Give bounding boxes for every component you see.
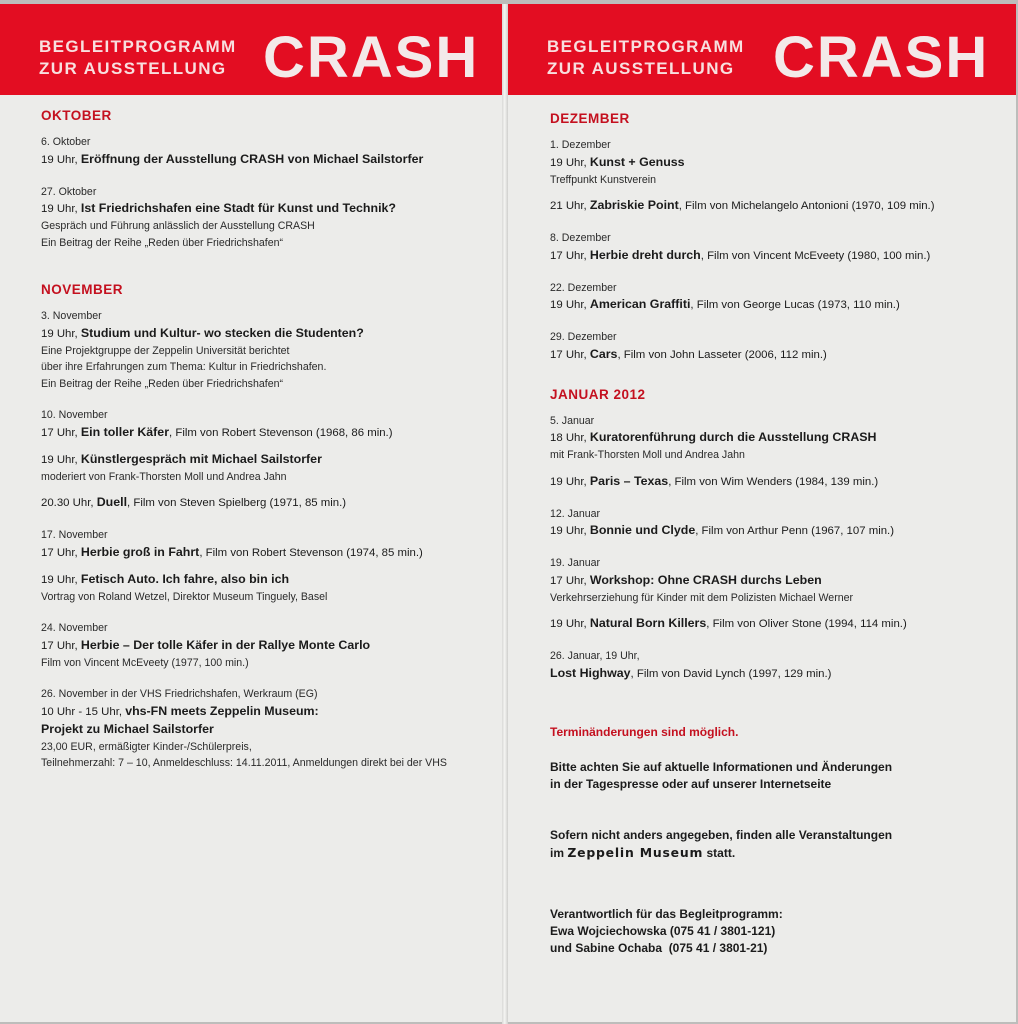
event-line: 19 Uhr, Ist Friedrichshafen eine Stadt für Kunst und Technik? xyxy=(41,201,396,215)
event-line: 17 Uhr, Workshop: Ohne CRASH durchs Leben xyxy=(550,572,822,587)
event-title: Ein toller Käfer xyxy=(80,424,170,439)
venue-line-1: Sofern nicht anders angegeben, finden alle Veranstaltungen xyxy=(550,827,893,842)
event-desc: 23,00 EUR, ermäßigter Kinder-/Schülerpreis, xyxy=(41,740,252,753)
event-desc: Teilnehmerzahl: 7 – 10, Anmeldeschluss: 14.11.2011, Anmeldungen direkt bei der VHS xyxy=(41,757,447,769)
subtitle-line-1: BEGLEITPROGRAMM xyxy=(547,37,745,56)
header-subtitle xyxy=(39,36,237,80)
event-line: 17 Uhr, Ein toller Käfer, Film von Robert Stevenson (1968, 86 min.) xyxy=(41,424,393,439)
right-panel xyxy=(508,4,1016,1022)
event-nov-17-film xyxy=(41,527,492,562)
event-nov-3 xyxy=(41,308,492,392)
month-heading-december: DEZEMBER xyxy=(550,111,630,126)
event-dec-1 xyxy=(550,137,1006,188)
event-date: 29. Dezember xyxy=(550,331,617,343)
event-nov-17-talk xyxy=(41,571,492,606)
event-desc: Ein Beitrag der Reihe „Reden über Friedrichshafen“ xyxy=(41,236,284,249)
event-date: 12. Januar xyxy=(550,507,601,520)
event-title: Natural Born Killers xyxy=(589,616,707,630)
event-title: Herbie groß in Fahrt xyxy=(80,544,200,559)
event-line: 19 Uhr, Bonnie und Clyde, Film von Arthur Penn (1967, 107 min.) xyxy=(550,523,895,537)
event-jan-19-film xyxy=(550,615,1006,633)
event-jan-5 xyxy=(550,413,1006,464)
responsible-line-3: und Sabine Ochaba (075 41 / 3801-21) xyxy=(550,940,768,955)
header-title: CRASH xyxy=(263,25,480,90)
event-title: Herbie – Der tolle Käfer in der Rallye Monte Carlo xyxy=(80,637,371,652)
event-date: 3. November xyxy=(41,310,102,322)
event-nov-10-talk xyxy=(41,451,492,486)
event-line: 19 Uhr, Künstlergespräch mit Michael Sailstorfer xyxy=(41,451,322,466)
event-oct-6 xyxy=(41,134,492,169)
event-dec-29 xyxy=(550,329,1006,364)
event-date: 24. November xyxy=(41,622,108,634)
event-desc: Gespräch und Führung anlässlich der Ausstellung CRASH xyxy=(41,220,315,232)
event-title: Studium und Kultur- wo stecken die Studenten? xyxy=(80,325,364,340)
event-line xyxy=(41,721,492,739)
responsible-line-1: Verantwortlich für das Begleitprogramm: xyxy=(550,906,783,921)
event-desc: über ihre Erfahrungen zum Thema: Kultur in Friedrichshafen. xyxy=(41,361,327,373)
event-line: 19 Uhr, Paris – Texas, Film von Wim Wenders (1984, 139 min.) xyxy=(550,473,879,488)
event-title: Ist Friedrichshafen eine Stadt für Kunst und Technik? xyxy=(80,201,396,215)
responsible-paragraph xyxy=(550,906,1006,957)
event-title-cont: Projekt zu Michael Sailstorfer xyxy=(41,721,214,736)
event-desc: Eine Projektgruppe der Zeppelin Universität berichtet xyxy=(41,344,290,357)
event-line: 17 Uhr, Herbie – Der tolle Käfer in der Rallye Monte Carlo xyxy=(41,637,371,652)
header-subtitle xyxy=(547,36,745,80)
event-desc: moderiert von Frank-Thorsten Moll und Andrea Jahn xyxy=(41,470,287,483)
event-date: 10. November xyxy=(41,409,108,421)
event-title: Zabriskie Point xyxy=(589,198,679,212)
event-dec-1-film xyxy=(550,197,1006,215)
event-desc: Film von Vincent McEveety (1977, 100 min.) xyxy=(41,656,249,669)
event-date: 19. Januar xyxy=(550,557,601,569)
venue-paragraph xyxy=(550,827,1006,862)
event-title: Bonnie und Clyde xyxy=(589,523,696,537)
header-title: CRASH xyxy=(773,25,990,90)
event-nov-10-film xyxy=(41,407,492,442)
event-line: 17 Uhr, Cars, Film von John Lasseter (2006, 112 min.) xyxy=(550,346,827,361)
event-title: Kuratorenführung durch die Ausstellung CRASH xyxy=(589,430,877,444)
event-title: Paris – Texas xyxy=(589,473,669,488)
venue-line-2: im Zeppelin Museum statt. xyxy=(550,844,736,860)
event-title: Cars xyxy=(589,346,618,361)
event-jan-19 xyxy=(550,555,1006,606)
event-date: 8. Dezember xyxy=(550,232,611,244)
right-program xyxy=(550,111,1006,957)
event-title: Workshop: Ohne CRASH durchs Leben xyxy=(589,572,822,587)
event-line: 20.30 Uhr, Duell, Film von Steven Spielberg (1971, 85 min.) xyxy=(41,495,347,509)
event-title: Fetisch Auto. Ich fahre, also bin ich xyxy=(80,571,290,586)
event-dec-8 xyxy=(550,230,1006,265)
event-title: Duell xyxy=(96,495,128,509)
month-heading-january: JANUAR 2012 xyxy=(550,386,646,402)
event-line: 19 Uhr, American Graffiti, Film von George Lucas (1973, 110 min.) xyxy=(550,297,900,311)
event-title: Kunst + Genuss xyxy=(589,154,685,169)
event-desc: Treffpunkt Kunstverein xyxy=(550,173,656,186)
event-date: 6. Oktober xyxy=(41,136,91,148)
event-line: Lost Highway, Film von David Lynch (1997, 129 min.) xyxy=(550,665,832,680)
event-title: Lost Highway xyxy=(550,665,631,680)
left-panel xyxy=(0,4,502,1022)
event-desc: Vortrag von Roland Wetzel, Direktor Museum Tinguely, Basel xyxy=(41,590,328,603)
event-title: Künstlergespräch mit Michael Sailstorfer xyxy=(80,451,322,466)
event-line: 19 Uhr, Natural Born Killers, Film von Oliver Stone (1994, 114 min.) xyxy=(550,616,907,630)
event-desc: mit Frank-Thorsten Moll und Andrea Jahn xyxy=(550,449,745,461)
event-line: 19 Uhr, Kunst + Genuss xyxy=(550,154,685,169)
event-line: 17 Uhr, Herbie dreht durch, Film von Vincent McEveety (1980, 100 min.) xyxy=(550,247,931,262)
subtitle-line-1: BEGLEITPROGRAMM xyxy=(39,37,237,56)
event-date: 17. November xyxy=(41,529,108,541)
event-desc: Verkehrserziehung für Kinder mit dem Polizisten Michael Werner xyxy=(550,591,854,604)
subtitle-line-2: ZUR AUSSTELLUNG xyxy=(39,59,227,78)
event-date: 1. Dezember xyxy=(550,139,611,151)
event-jan-5-film xyxy=(550,473,1006,491)
event-oct-27 xyxy=(41,184,492,252)
info-line-2: in der Tagespresse oder auf unserer Internetseite xyxy=(550,776,832,791)
header-band-right xyxy=(508,4,1016,95)
event-line: 10 Uhr - 15 Uhr, vhs-FN meets Zeppelin Museum: xyxy=(41,703,319,718)
event-desc: Ein Beitrag der Reihe „Reden über Friedrichshafen“ xyxy=(41,377,284,390)
event-title: vhs-FN meets Zeppelin Museum: xyxy=(125,703,319,718)
event-date: 5. Januar xyxy=(550,414,595,427)
event-line: 18 Uhr, Kuratorenführung durch die Ausstellung CRASH xyxy=(550,430,877,444)
event-line: 19 Uhr, Eröffnung der Ausstellung CRASH von Michael Sailstorfer xyxy=(41,151,424,166)
event-nov-24 xyxy=(41,620,492,671)
event-title: Herbie dreht durch xyxy=(589,247,701,262)
responsible-line-2: Ewa Wojciechowska (075 41 / 3801-121) xyxy=(550,923,776,938)
header-band-left xyxy=(0,4,502,95)
event-title: Eröffnung der Ausstellung CRASH von Michael Sailstorfer xyxy=(80,151,424,166)
event-date: 26. Januar, 19 Uhr, xyxy=(550,650,640,662)
event-line: 19 Uhr, Fetisch Auto. Ich fahre, also bin ich xyxy=(41,571,290,586)
event-line: 19 Uhr, Studium und Kultur- wo stecken die Studenten? xyxy=(41,325,364,340)
left-program xyxy=(41,108,492,787)
event-nov-26 xyxy=(41,686,492,772)
event-jan-26 xyxy=(550,648,1006,683)
schedule-change-notice: Terminänderungen sind möglich. xyxy=(550,724,739,739)
event-nov-10-duell xyxy=(41,494,492,512)
month-heading-november: NOVEMBER xyxy=(41,282,124,297)
zeppelin-museum-name: Zeppelin Museum xyxy=(567,844,704,860)
event-dec-22 xyxy=(550,280,1006,315)
event-line: 17 Uhr, Herbie groß in Fahrt, Film von Robert Stevenson (1974, 85 min.) xyxy=(41,544,423,559)
event-date: 27. Oktober xyxy=(41,185,97,198)
event-jan-12 xyxy=(550,506,1006,541)
month-heading-october: OKTOBER xyxy=(41,108,112,123)
subtitle-line-2: ZUR AUSSTELLUNG xyxy=(547,59,735,78)
info-paragraph xyxy=(550,759,1006,793)
event-date: 22. Dezember xyxy=(550,281,617,294)
event-title: American Graffiti xyxy=(589,297,691,311)
event-date: 26. November in der VHS Friedrichshafen, Werkraum (EG) xyxy=(41,688,318,700)
info-line-1: Bitte achten Sie auf aktuelle Informationen und Änderungen xyxy=(550,759,893,774)
event-line: 21 Uhr, Zabriskie Point, Film von Michelangelo Antonioni (1970, 109 min.) xyxy=(550,198,935,212)
